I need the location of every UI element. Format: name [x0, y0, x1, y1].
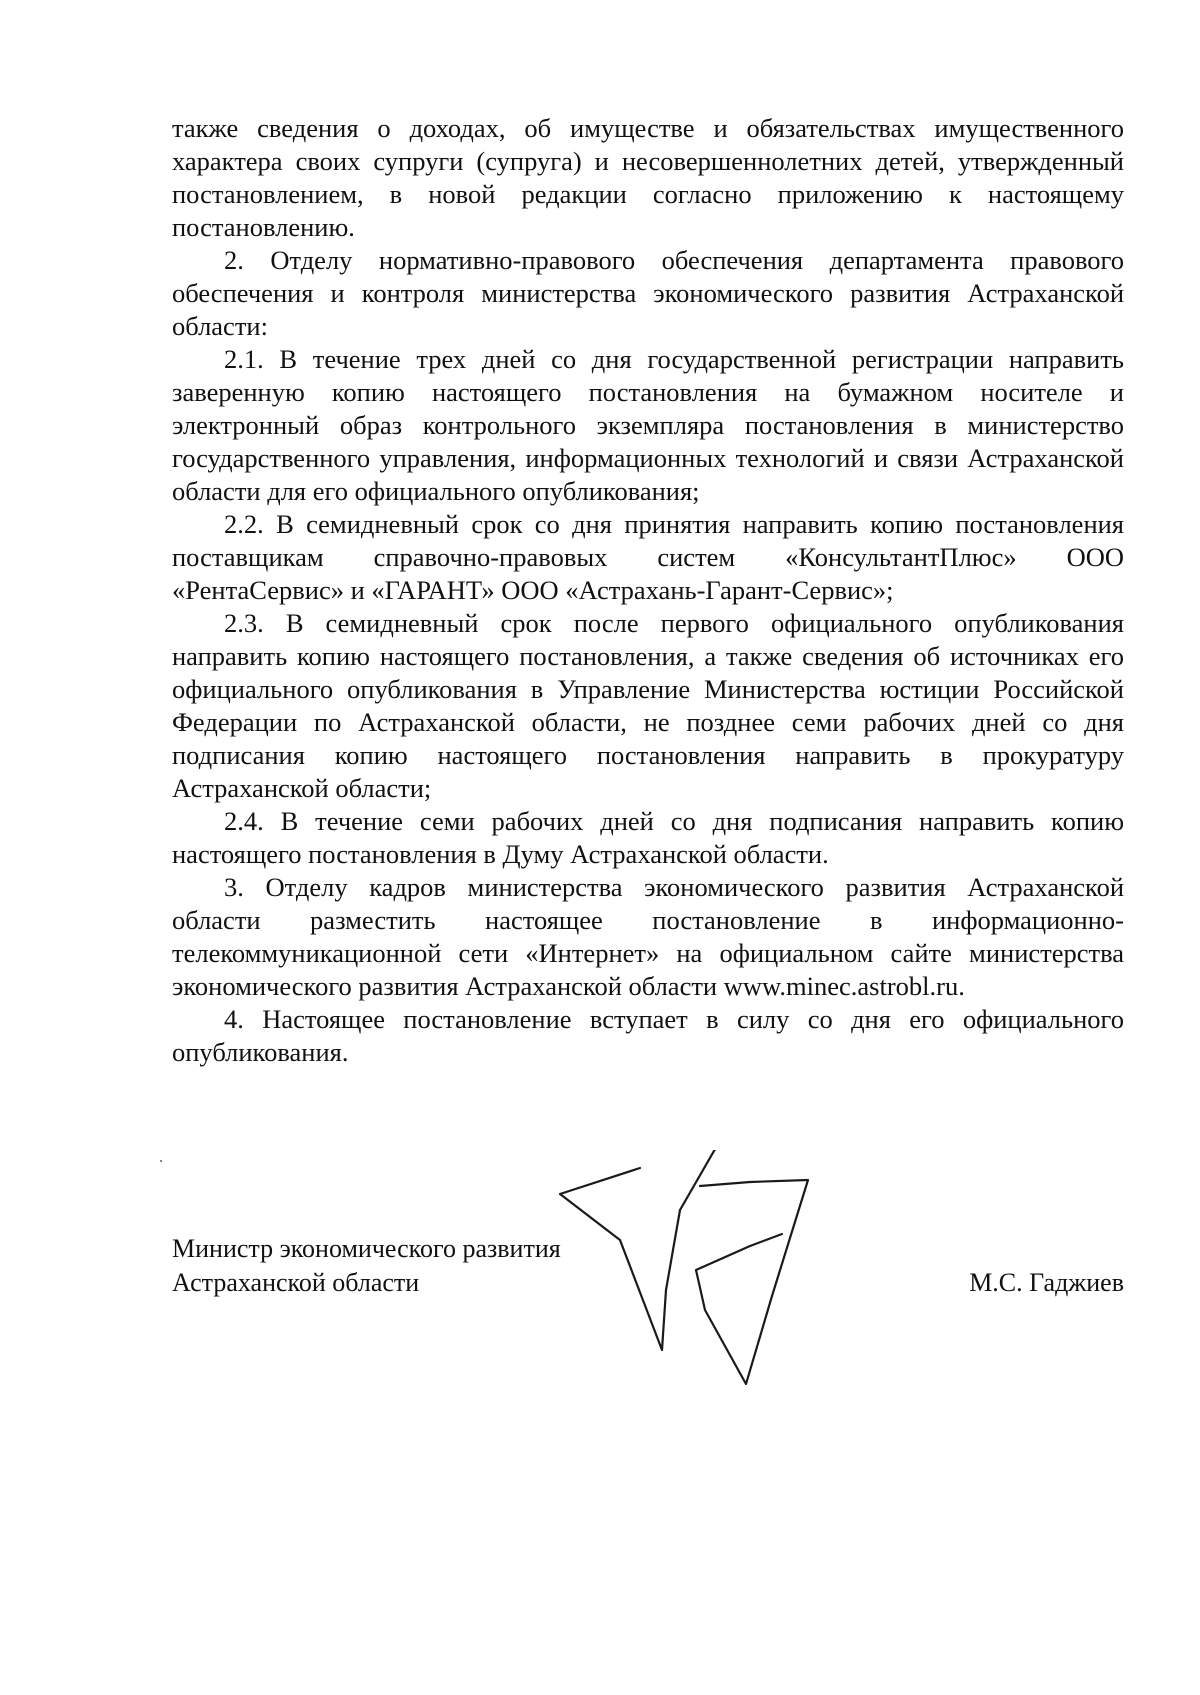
paragraph-item-2-3: 2.3. В семидневный срок после первого официального опубликования направить копию настоящего постановления, а также сведения об источниках его официального опубликования в Управление Министерства юстиции Российской Федерации по Астраханской области, не позднее семи рабочих дней со дня подписания копию настоящего постановления направить в прокуратуру Астраханской области;	[172, 608, 1124, 803]
scan-speck	[160, 1160, 162, 1162]
paragraph-item-3: 3. Отделу кадров министерства экономического развития Астраханской области разместить настоящее постановление в информационно-телекоммуникационной сети «Интернет» на официальном сайте министерства экономического развития Астраханской области www.minec.astrobl.ru.	[172, 872, 1124, 1001]
signatory-position-line2: Астраханской области	[172, 1268, 420, 1297]
signatory-position	[172, 1232, 561, 1300]
signatory-position-line1: Министр экономического развития	[172, 1234, 561, 1263]
signature-block	[172, 1232, 1124, 1432]
paragraph-item-4: 4. Настоящее постановление вступает в силу со дня его официального опубликования.	[172, 1004, 1124, 1067]
paragraph-item-2-1: 2.1. В течение трех дней со дня государственной регистрации направить заверенную копию настоящего постановления на бумажном носителе и электронный образ контрольного экземпляра постановления в министерство государственного управления, информационных технологий и связи Астраханской области для его официального опубликования;	[172, 344, 1124, 506]
signatory-name: М.С. Гаджиев	[969, 1268, 1124, 1297]
paragraph-item-2: 2. Отделу нормативно-правового обеспечения департамента правового обеспечения и контроля министерства экономического развития Астраханской области:	[172, 245, 1124, 341]
paragraph-item-2-2: 2.2. В семидневный срок со дня принятия направить копию постановления поставщикам справочно-правовых систем «КонсультантПлюс» ООО «РентаСервис» и «ГАРАНТ» ООО «Астрахань-Гарант-Сервис»;	[172, 509, 1124, 605]
paragraph-item-2-4: 2.4. В течение семи рабочих дней со дня подписания направить копию настоящего постановления в Думу Астраханской области.	[172, 806, 1124, 869]
document-body	[172, 112, 1124, 1069]
paragraph-intro-continuation: также сведения о доходах, об имуществе и обязательствах имущественного характера своих супруги (супруга) и несовершеннолетних детей, утвержденный постановлением, в новой редакции согласно приложению к настоящему постановлению.	[172, 113, 1124, 242]
